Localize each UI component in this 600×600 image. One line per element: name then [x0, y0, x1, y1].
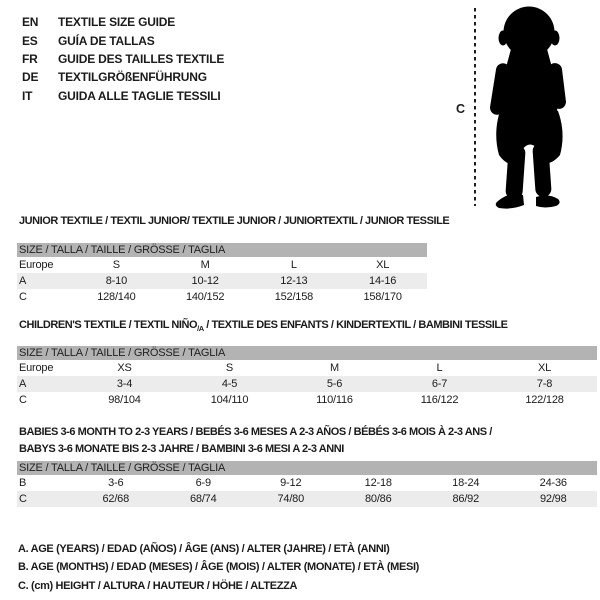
- size-header-bar: [17, 346, 597, 360]
- table-cell: 158/170: [363, 291, 402, 303]
- height-measure-label: C: [456, 102, 466, 116]
- table-row-height: [17, 392, 597, 408]
- language-code: ES: [22, 33, 38, 48]
- height-figure: [440, 0, 600, 220]
- heading-text: CHILDREN'S TEXTILE / TEXTIL NIÑO: [19, 319, 198, 331]
- table-cell: 74/80: [247, 491, 335, 507]
- children-section-heading: [19, 319, 508, 331]
- row-label: A: [17, 273, 72, 289]
- heading-line2: BABYS 3-6 MONATE BIS 2-3 JAHRE / BAMBINI 3-6 MESI A 2-3 ANNI: [19, 442, 344, 455]
- size-header-label: SIZE / TALLA / TAILLE / GRÖSSE / TAGLIA: [17, 346, 597, 360]
- footnote-height: C. (cm) HEIGHT / ALTURA / HAUTEUR / HÖHE / ALTEZZA: [18, 579, 298, 592]
- table-cell: 8-10: [72, 273, 161, 289]
- table-cell: 122/128: [525, 394, 564, 406]
- heading-text: / TEXTILE DES ENFANTS / KINDERTEXTIL / BAMBINI TESSILE: [203, 319, 508, 331]
- table-cell: 104/110: [210, 394, 249, 406]
- table-row-age: [17, 273, 427, 289]
- footnote-age-years: A. AGE (YEARS) / EDAD (AÑOS) / ÂGE (ANS) / ALTER (JAHRE) / ETÀ (ANNI): [18, 543, 390, 555]
- table-cell: 4-5: [177, 376, 282, 392]
- table-cell: 18-24: [452, 477, 480, 489]
- heading-subscript: /A: [197, 323, 204, 333]
- language-label: TEXTILE SIZE GUIDE: [58, 15, 176, 30]
- language-row-en: [22, 13, 224, 31]
- table-cell: 24-36: [539, 477, 567, 489]
- language-code: FR: [22, 51, 38, 66]
- row-label: B: [19, 477, 27, 489]
- table-cell: 128/140: [97, 291, 136, 303]
- table-cell: 9-12: [280, 477, 302, 489]
- table-cell: 3-4: [72, 376, 177, 392]
- babies-size-table: [17, 461, 597, 507]
- row-label: Europe: [19, 259, 54, 271]
- footnote-age-months: B. AGE (MONTHS) / EDAD (MESES) / ÂGE (MOIS) / ALTER (MONATE) / ETÀ (MESI): [18, 561, 419, 574]
- language-label: GUIDA ALLE TAGLIE TESSILI: [58, 88, 221, 103]
- size-header-label: SIZE / TALLA / TAILLE / GRÖSSE / TAGLIA: [17, 243, 427, 257]
- language-label: GUÍA DE TALLAS: [58, 33, 155, 48]
- table-cell: M: [200, 259, 210, 271]
- table-row-months: [17, 475, 597, 491]
- table-cell: XS: [117, 362, 132, 374]
- language-code: EN: [22, 15, 39, 30]
- table-cell: M: [330, 362, 339, 374]
- table-cell: XL: [537, 362, 552, 374]
- language-row-fr: [22, 50, 224, 68]
- language-row-de: [22, 68, 224, 86]
- table-cell: L: [290, 259, 297, 271]
- table-row-europe: [17, 257, 427, 273]
- language-code: IT: [22, 88, 33, 103]
- table-cell: 140/152: [185, 291, 225, 303]
- table-cell: 110/116: [316, 394, 353, 406]
- table-cell: 80/86: [335, 491, 423, 507]
- row-label: C: [17, 491, 72, 507]
- baby-silhouette-icon: [478, 5, 580, 211]
- table-cell: 116/122: [420, 394, 459, 406]
- table-cell: 3-6: [108, 477, 124, 489]
- language-row-it: [22, 87, 224, 105]
- table-row-europe: [17, 360, 597, 376]
- row-label: Europe: [19, 362, 54, 374]
- table-cell: 152/158: [274, 291, 314, 303]
- table-cell: XL: [376, 259, 390, 271]
- junior-size-table: [17, 243, 427, 305]
- table-cell: 10-12: [161, 273, 250, 289]
- language-label: TEXTILGRÖßENFÜHRUNG: [58, 70, 207, 85]
- row-label: A: [17, 376, 72, 392]
- table-row-age: [17, 376, 597, 392]
- table-cell: 98/104: [108, 394, 141, 406]
- row-label: C: [19, 291, 27, 303]
- language-label: GUIDE DES TAILLES TEXTILE: [58, 51, 225, 66]
- table-cell: 68/74: [160, 491, 248, 507]
- heading-line1: BABIES 3-6 MONTH TO 2-3 YEARS / BEBÉS 3-6 MESES A 2-3 AÑOS / BÉBÉS 3-6 MOIS À 2-3 ANS /: [19, 426, 492, 438]
- table-cell: L: [436, 362, 443, 374]
- size-header-label: SIZE / TALLA / TAILLE / GRÖSSE / TAGLIA: [17, 461, 597, 475]
- table-cell: 86/92: [422, 491, 510, 507]
- table-row-height: [17, 289, 427, 305]
- language-list: [22, 13, 224, 105]
- babies-section-heading: [19, 424, 492, 457]
- table-cell: 6-9: [195, 477, 211, 489]
- table-cell: S: [112, 259, 120, 271]
- footnote-legend: [18, 540, 419, 595]
- table-cell: 12-18: [364, 477, 392, 489]
- table-cell: 14-16: [338, 273, 427, 289]
- table-cell: 92/98: [510, 491, 598, 507]
- row-label: C: [19, 394, 27, 406]
- table-cell: 62/68: [72, 491, 160, 507]
- size-header-bar: [17, 243, 427, 257]
- children-size-table: [17, 346, 597, 408]
- table-cell: 6-7: [387, 376, 492, 392]
- height-measure-dashed-line: [474, 8, 476, 206]
- language-row-es: [22, 31, 224, 49]
- table-cell: 5-6: [282, 376, 387, 392]
- table-cell: S: [225, 362, 234, 374]
- table-cell: 12-13: [250, 273, 339, 289]
- table-cell: 7-8: [492, 376, 597, 392]
- size-header-bar: [17, 461, 597, 475]
- junior-section-heading: JUNIOR TEXTILE / TEXTIL JUNIOR/ TEXTILE JUNIOR / JUNIORTEXTIL / JUNIOR TESSILE: [19, 215, 450, 227]
- table-row-height: [17, 491, 597, 507]
- language-code: DE: [22, 70, 39, 85]
